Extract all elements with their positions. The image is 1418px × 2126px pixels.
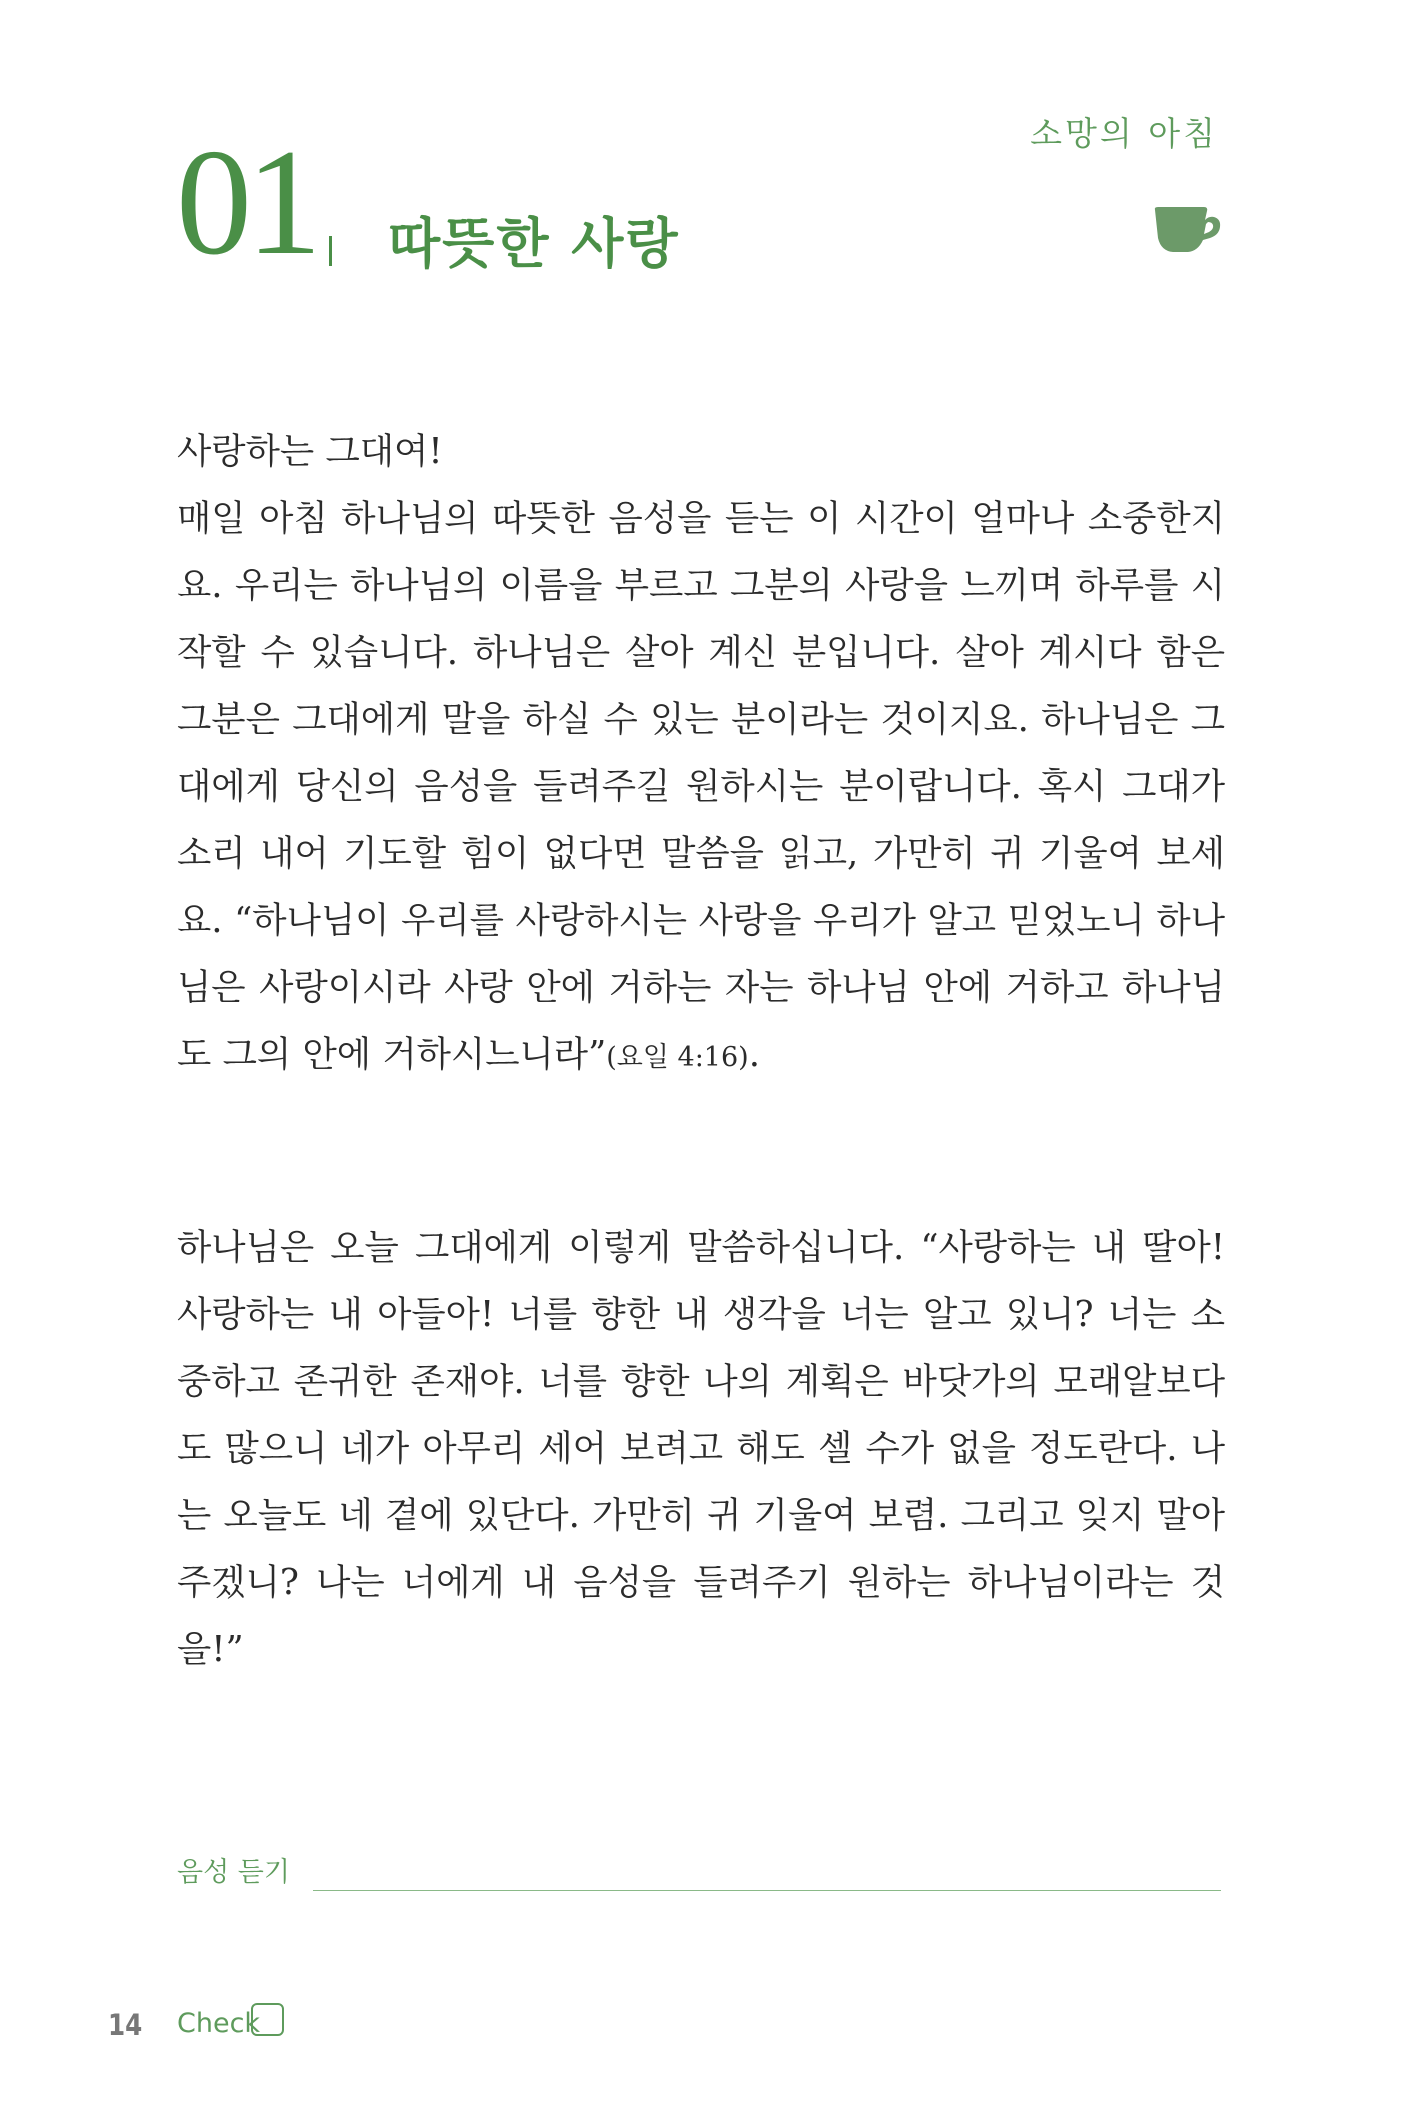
reference-period: . (748, 1034, 760, 1075)
body-paragraph-1 (177, 418, 1225, 1091)
body-text-1-main: 매일 아침 하나님의 따뜻한 음성을 듣는 이 시간이 얼마나 소중한지요. 우리는 하나님의 이름을 부르고 그분의 사랑을 느끼며 하루를 시작할 수 있습니다. 하나님은 살아 계신 분입니다. 살아 계시다 함은 그분은 그대에게 말을 하실 수 있는 분이라는 것이지요. 하나님은 그대에게 당신의 음성을 들려주길 원하시는 분이랍니다. 혹시 그대가 소리 내어 기도할 힘이 없다면 말씀을 읽고, 가만히 귀 기울여 보세요. “하나님이 우리를 사랑하시는 사랑을 우리가 알고 믿었노니 하나님은 사랑이시라 사랑 안에 거하는 자는 하나님 안에 거하고 하나님도 그의 안에 거하시느니라” (177, 498, 1225, 1075)
chapter-number: 01 (176, 118, 316, 286)
audio-listen-label: 음성 듣기 (177, 1857, 290, 1888)
check-label: Check (177, 2008, 261, 2039)
audio-listen-line (313, 1890, 1221, 1891)
check-box[interactable] (251, 2003, 284, 2036)
greeting-text: 사랑하는 그대여! (177, 431, 443, 472)
body-text-2: 하나님은 오늘 그대에게 이렇게 말씀하십니다. “사랑하는 내 딸아! 사랑하는 내 아들아! 너를 향한 내 생각을 너는 알고 있니? 너는 소중하고 존귀한 존재야. 너를 향한 나의 계획은 바닷가의 모래알보다도 많으니 네가 아무리 세어 보려고 해도 셀 수가 없을 정도란다. 나는 오늘도 네 곁에 있단다. 가만히 귀 기울여 보렴. 그리고 잊지 말아 주겠니? 나는 너에게 내 음성을 들려주기 원하는 하나님이라는 것을!” (177, 1227, 1225, 1670)
scripture-reference: (요일 4:16) (606, 1042, 749, 1073)
page-number: 14 (108, 2008, 143, 2042)
body-text-1 (177, 485, 1225, 1091)
body-paragraph-2 (177, 1214, 1225, 1683)
chapter-title: 따뜻한 사랑 (388, 212, 680, 275)
cup-icon (1152, 204, 1222, 256)
title-divider (329, 236, 332, 266)
series-label: 소망의 아침 (1030, 114, 1218, 153)
